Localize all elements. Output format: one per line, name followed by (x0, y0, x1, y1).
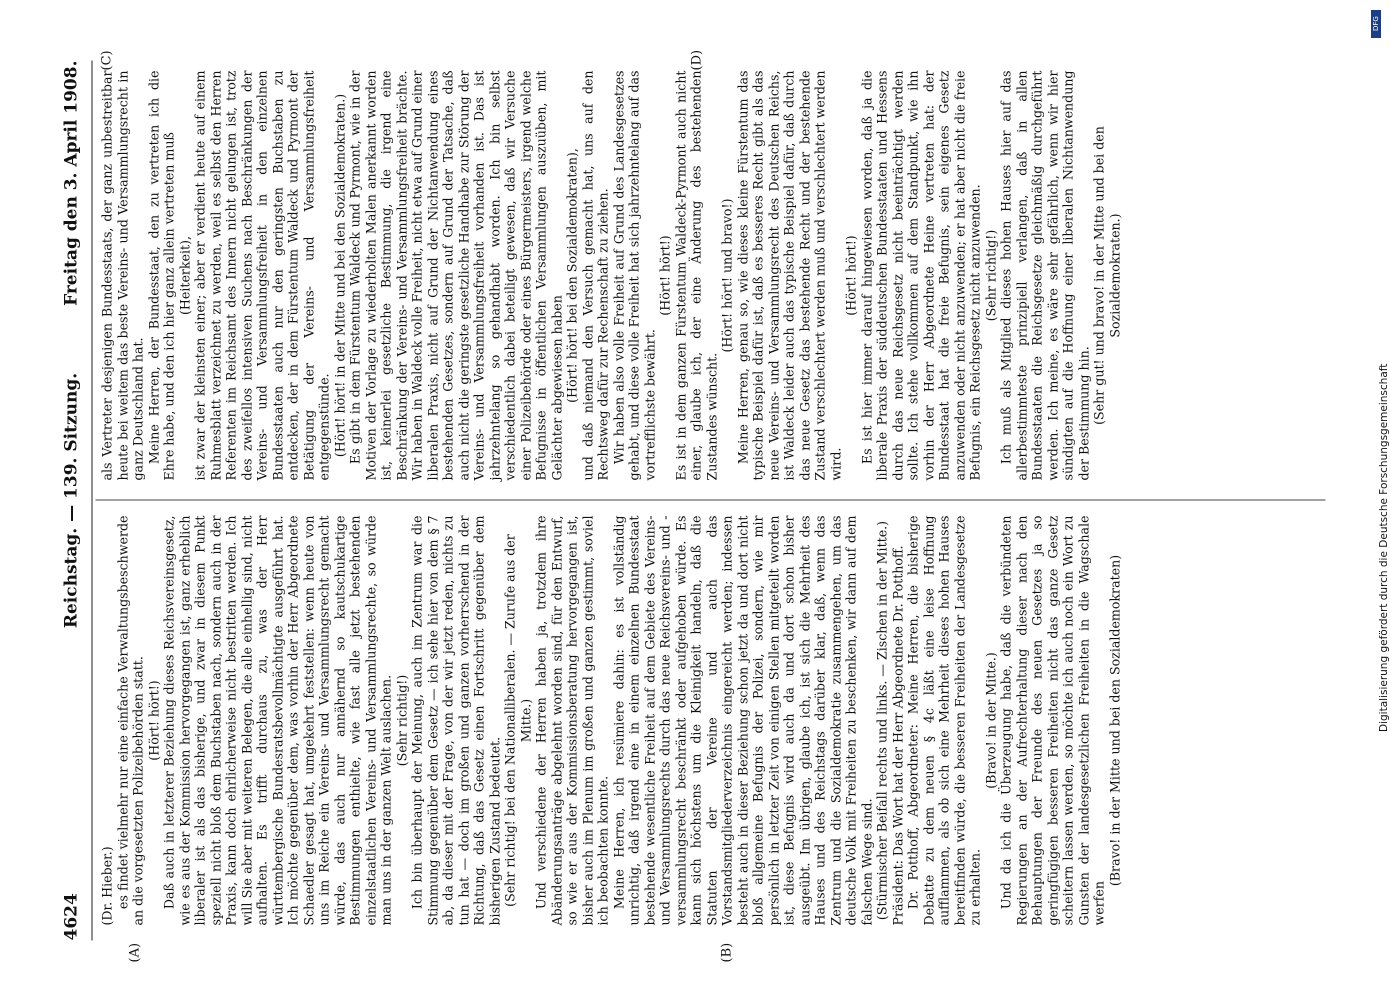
paragraph: (Sehr richtig! bei den Nationalliberalen. — Zurufe aus der Mitte.) (502, 534, 533, 907)
paragraph: (Sehr gut! und bravo! in der Mitte und bei den Sozialdemokraten.) (1091, 126, 1122, 425)
paragraph: Es ist in dem ganzen Fürstentum Waldeck-Pyrmont auch nicht einer, glaube ich, der eine Änderung des bestehenden Zustandes wünscht. (673, 70, 719, 481)
left-text-column (100, 516, 1123, 926)
document-page (0, 1, 1383, 1001)
paragraph: ist zwar der kleinsten einer; aber er verdient heute auf einem Ruhmesblatt verzeichnet zu werden, weil es selbst den Herren Referenten im Reichsamt des Innern nicht gelungen ist, trotz des zweifellos intensiven Suchens nach Beschränkungen der Vereins- und Versammlungsfreiheit in den einzelnen Bundesstaaten auch nur den geringsten Buchstaben zu entdecken, der in dem Fürstentum Waldeck und Pyrmont der Betätigung der Vereins- und Versammlungsfreiheit entgegenstünde. (192, 70, 332, 481)
paragraph: (Hört! hört!) (657, 235, 673, 316)
paragraph: Und verschiedene der Herren haben ja, trotzdem ihre Abänderungsanträge abgelehnt worden sind, für den Entwurf, so wie er aus der Kommissionsberatung hervorgegangen ist, bisher auch im Plenum im großen und ganzen gestimmt, soviel ich beobachten konnte. (533, 515, 611, 926)
paragraph: (Bravo! in der Mitte.) (983, 652, 998, 789)
paragraph: (Hört! hört! in der Mitte und bei den Sozialdemokraten.) (332, 93, 347, 458)
paragraph: Ich muß als Mitglied dieses hohen Hauses hier auf das allerbestimmteste prinzipiell verlangen, daß in allen Bundesstaaten die Reichsgesetze gleichmäßig durchgeführt werden. Ich meine, es wäre sehr gefährlich, wenn wir hier sündigten auf die Hoffnung einer liberalen Nichtanwendung der Bestimmung hin. (998, 70, 1091, 481)
dfg-logo: DFG (1371, 10, 1381, 38)
paragraph: (Heiterkeit), (177, 236, 192, 315)
paragraph: Daß auch in letzterer Beziehung dieses Reichsvereinsgesetz, wie es aus der Kommission hervorgegangen ist, ganz erheblich liberaler ist als das bisherige, und zwar in diesem Punkt speziell nicht bloß dem Buchstaben nach, sondern auch in der Praxis, kann doch ehrlicherweise nicht bestritten werden. Ich will Sie aber mit weiteren Belegen, die alle einhellig sind, nicht aufhalten. Es trifft durchaus zu, was der Herr württembergische Bundesratsbevollmächtigte ausgeführt hat. Ich möchte gegenüber dem, was vorhin der Herr Abgeordnete Schaedler gesagt hat, umgekehrt feststellen: wenn heute von uns im Reiche ein Vereins- und Versammlungsrecht gemacht würde, das auch nur annähernd so kautschukartige Bestimmungen enthielte, wie fast alle jetzt bestehenden einzelstaatlichen Vereins- und Versammlungsrechte, so würde man uns in der ganzen Welt auslachen. (161, 515, 394, 926)
paragraph: (Sehr richtig!) (394, 674, 409, 767)
paragraph: (Bravo! in der Mitte und bei den Sozialdemokraten) (1107, 554, 1122, 887)
paragraph: (Dr. Hieber.) (99, 846, 115, 926)
paragraph: Und da ich die Überzeugung habe, daß die verbündeten Regierungen an der Aufrechterhaltung dieser nach den Behauptungen der Freunde des neuen Gesetzes ja so geringfügigen besseren Freiheiten nicht das ganze Gesetz scheitern lassen werden, so möchte ich auch noch ein Wort zu Gunsten der landesgesetzlichen Freiheiten in die Wagschale werfen (998, 515, 1107, 926)
margin-marker-a: (A) (127, 942, 143, 963)
right-text-column (100, 71, 1123, 481)
header-rule (92, 61, 93, 941)
paragraph: es findet vielmehr nur eine einfache Verwaltungsbeschwerde an die vorgesetzten Polizeibehörden statt. (115, 515, 146, 926)
paragraph: Dr. Potthoff, Abgeordneter: Meine Herren, die bisherige Debatte zu dem neuen § 4c läßt eine leise Hoffnung aufflammen, als ob sich eine Mehrheit dieses hohen Hauses bereitfinden würde, die besseren Freiheiten der Landesgesetze zu erhalten. (905, 515, 983, 926)
page-date: Freitag den 3. April 1908. (61, 60, 82, 306)
margin-marker-b: (B) (719, 942, 735, 963)
paragraph: Meine Herren, genau so, wie dieses kleine Fürstentum das typische Beispiel dafür ist, daß es besseres Recht gibt als das neue Vereins- und Versammlungsrecht des Deutschen Reichs, ist Waldeck leider auch das typische Beispiel dafür, daß durch das neue Gesetz das bestehende Recht und der bestehende Zustand verschlechtert werden muß und verschlechtert werden wird. (735, 70, 843, 481)
page-header (62, 61, 92, 941)
column-divider (96, 500, 1326, 501)
paragraph: als Vertreter desjenigen Bundesstaats, der ganz unbestreitbar heute bei weitem das beste Vereins- und Versammlungsrecht in ganz Deutschland hat. (99, 70, 146, 481)
paragraph: (Sehr richtig!) (983, 229, 998, 322)
paragraph: (Hört! hört! und bravo!) (719, 198, 735, 353)
paragraph: (Hört! hört! bei den Sozialdemokraten), (564, 148, 580, 403)
paragraph: Ich bin überhaupt der Meinung, auch im Zentrum war die Stimmung gegenüber dem Gesetz — ich sehe hier von dem § 7 ab, da dieser mit der Frage, von der wir jetzt reden, nichts zu tun hat — doch im großen und ganzen vorherrschend in der Richtung, daß das Gesetz einen Fortschritt gegenüber dem bisherigen Zustand bedeutet. (409, 515, 502, 926)
margin-marker-d: (D) (689, 49, 705, 71)
paragraph: und daß niemand den Versuch gemacht hat, uns auf den Rechtsweg dafür zur Rechenschaft zu ziehen. (580, 70, 611, 481)
paragraph: Präsident: Das Wort hat der Herr Abgeordnete Dr. Potthoff. (890, 545, 905, 926)
paragraph: Meine Herren, ich resümiere dahin: es ist vollständig unrichtig, daß irgend eine in einem einzelnen Bundesstaat bestehende wesentliche Freiheit auf dem Gebiete des Vereins- und Versammlungsrechts durch das neue Reichsvereins- und -versammlungsrecht beschränkt oder aufgehoben würde. Es kann sich höchstens um die Kleinigkeit handeln, daß die Statuten der Vereine und auch das Vorstandsmitgliederverzeichnis eingereicht werden; indessen besteht auch in dieser Beziehung schon jetzt da und dort nicht bloß allgemeine Befugnis der Polizei, sondern, wie mir persönlich in letzter Zeit von einigen Stellen mitgeteilt worden ist, diese Befugnis wird auch da und dort schon bisher ausgeübt. Im übrigen, glaube ich, ist sich die Mehrheit des Hauses und des Reichstags darüber klar, daß, wenn das Zentrum und die Sozialdemokratie zusammengehen, um das deutsche Volk mit Freiheiten zu beschenken, wir dann auf dem falschen Wege sind. (611, 515, 874, 926)
page-title: Reichstag. — 139. Sitzung. (61, 372, 82, 629)
paragraph: Meine Herren, der Bundesstaat, den zu vertreten ich die Ehre habe, und den ich hier ganz allein vertreten muß (146, 70, 177, 481)
paragraph: Wir haben also volle Freiheit auf Grund des Landesgesetzes gehabt, und diese volle Freiheit hat sich jahrzehntelang auf das vortrefflichste bewährt. (611, 70, 657, 481)
paragraph: Es gibt in dem Fürstentum Waldeck und Pyrmont, wie in der Motiven der Vorlage zu wiederholten Malen anerkannt worden ist, keinerlei gesetzliche Bestimmung, die irgend eine Beschränkung der Vereins- und Versammlungsfreiheit brächte. Wir haben in Waldeck volle Freiheit, nicht etwa auf Grund einer liberalen Praxis, nicht auf Grund der Nichtanwendung eines bestehenden Gesetzes, sondern auf Grund der Tatsache, daß auch nicht die geringste gesetzliche Handhabe zur Störung der Vereins- und Versammlungsfreiheit vorhanden ist. Das ist jahrzehntelang so gehandhabt worden. Ich bin selbst verschiedentlich dabei beteiligt gewesen, daß wir Versuche einer Polizeibehörde oder eines Bürgermeisters, irgend welche Befugnisse in öffentlichen Versammlungen auszuüben, mit Gelächter abgewiesen haben (347, 70, 564, 481)
paragraph: (Hört! hört!) (843, 235, 859, 316)
margin-marker-c: (C) (99, 50, 115, 71)
digitization-note: Digitalisierung gefördert durch die Deutsche Forschungsgemeinschaft (1378, 363, 1390, 732)
paragraph: (Stürmischer Beifall rechts und links. — Zischen in der Mitte.) (874, 520, 890, 921)
page-number: 4624 (61, 893, 82, 941)
paragraph: (Hört! hört!) (146, 680, 161, 761)
paragraph: Es ist hier immer darauf hingewiesen worden, daß ja die liberale Praxis der süddeutschen Bundesstaaten und Hessens durch das neue Reichsgesetz nicht beeinträchtigt werden sollte. Ich stehe vollkommen auf dem Standpunkt, wie ihn vorhin der Herr Abgeordnete Heine vertreten hat: der Bundesstaat hat die freie Befugnis, sein eigenes Gesetz anzuwenden oder nicht anzuwenden; er hat aber nicht die freie Befugnis, ein Reichsgesetz nicht anzuwenden. (859, 70, 983, 481)
digitization-sidebar (1352, 12, 1390, 992)
